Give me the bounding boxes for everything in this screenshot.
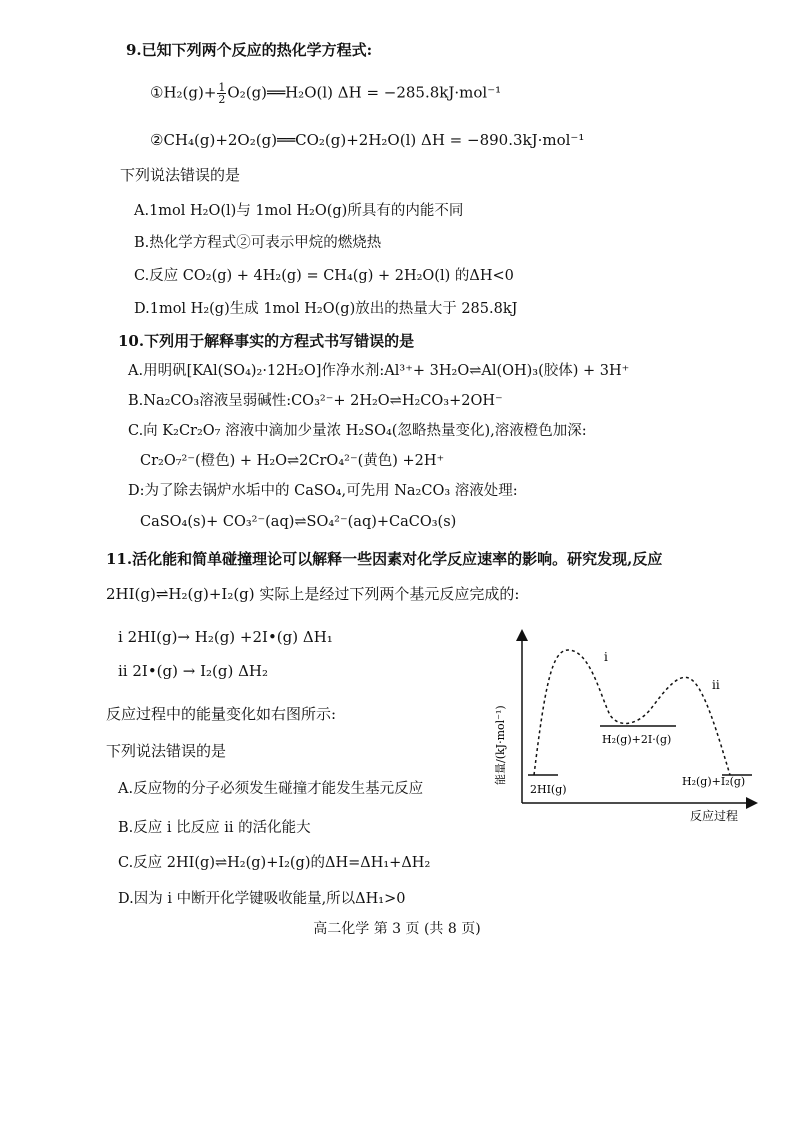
- q9-prompt: 下列说法错误的是: [120, 166, 241, 184]
- q9-option-b: B.热化学方程式②可表示甲烷的燃烧热: [134, 235, 382, 251]
- level-2hi-label: 2HI(g): [530, 783, 567, 796]
- q9-eq1-left: ①H₂(g)+: [150, 83, 217, 102]
- q9-option-a: A.1mol H₂O(l)与 1mol H₂O(g)所具有的内能不同: [134, 203, 464, 219]
- q11-prompt: 下列说法错误的是: [106, 742, 227, 760]
- curve-i-label: i: [604, 650, 608, 664]
- q11-energy-note: 反应过程中的能量变化如右图所示:: [106, 705, 337, 723]
- q9-stem: 9.已知下列两个反应的热化学方程式:: [126, 41, 373, 59]
- q9-option-d: D.1mol H₂(g)生成 1mol H₂O(g)放出的热量大于 285.8kJ: [134, 301, 518, 317]
- curve-ii-label: ii: [712, 678, 720, 692]
- energy-diagram: [490, 625, 770, 825]
- q9-equation-2: ②CH₄(g)+2O₂(g)══CO₂(g)+2H₂O(l) ΔH = −890.3kJ·mol⁻¹: [150, 131, 585, 149]
- level-products-label: H₂(g)+I₂(g): [682, 775, 746, 788]
- q10-option-c: C.向 K₂Cr₂O₇ 溶液中滴加少量浓 H₂SO₄(忽略热量变化),溶液橙色加深:: [128, 423, 587, 439]
- q9-eq1-right: O₂(g)══H₂O(l) ΔH = −285.8kJ·mol⁻¹: [227, 83, 502, 102]
- y-axis-label: 能量/(kJ·mol⁻¹): [494, 705, 507, 785]
- q9-equation-1: [150, 82, 501, 105]
- q11-option-d: D.因为 i 中断开化学键吸收能量,所以ΔH₁>0: [118, 891, 406, 907]
- x-axis-label: 反应过程: [690, 809, 739, 823]
- q9-option-c: C.反应 CO₂(g) + 4H₂(g) = CH₄(g) + 2H₂O(l) 的ΔH<0: [134, 268, 514, 284]
- q10-option-b: B.Na₂CO₃溶液呈弱碱性:CO₃²⁻+ 2H₂O⇌H₂CO₃+2OH⁻: [128, 393, 503, 409]
- fraction-one-half: $\frac{1}{2}$: [218, 81, 226, 106]
- q11-option-a: A.反应物的分子必须发生碰撞才能发生基元反应: [118, 781, 424, 797]
- q11-stem-line-1: 11.活化能和简单碰撞理论可以解释一些因素对化学反应速率的影响。研究发现,反应: [106, 550, 663, 568]
- q11-option-c: C.反应 2HI(g)⇌H₂(g)+I₂(g)的ΔH=ΔH₁+ΔH₂: [118, 855, 431, 871]
- q10-option-d: D:为了除去锅炉水垢中的 CaSO₄,可先用 Na₂CO₃ 溶液处理:: [128, 483, 518, 499]
- q10-option-a: A.用明矾[KAl(SO₄)₂·12H₂O]作净水剂:Al³⁺+ 3H₂O⇌Al(OH)₃(胶体) + 3H⁺: [128, 363, 630, 379]
- q11-step-ii: ii 2I•(g) → I₂(g) ΔH₂: [118, 662, 269, 680]
- page-footer: 高二化学 第 3 页 (共 8 页): [313, 921, 481, 937]
- q11-option-b: B.反应 i 比反应 ii 的活化能大: [118, 820, 311, 836]
- q11-stem-line-2: 2HI(g)⇌H₂(g)+I₂(g) 实际上是经过下列两个基元反应完成的:: [106, 585, 520, 603]
- q11-step-i: i 2HI(g)→ H₂(g) +2I•(g) ΔH₁: [118, 628, 333, 646]
- q10-stem: 10.下列用于解释事实的方程式书写错误的是: [118, 332, 415, 350]
- level-intermediate-label: H₂(g)+2I·(g): [602, 733, 672, 746]
- q10-option-d-equation: CaSO₄(s)+ CO₃²⁻(aq)⇌SO₄²⁻(aq)+CaCO₃(s): [140, 514, 457, 530]
- q10-option-c-equation: Cr₂O₇²⁻(橙色) + H₂O⇌2CrO₄²⁻(黄色) +2H⁺: [140, 453, 445, 469]
- reaction-curve: [534, 650, 730, 775]
